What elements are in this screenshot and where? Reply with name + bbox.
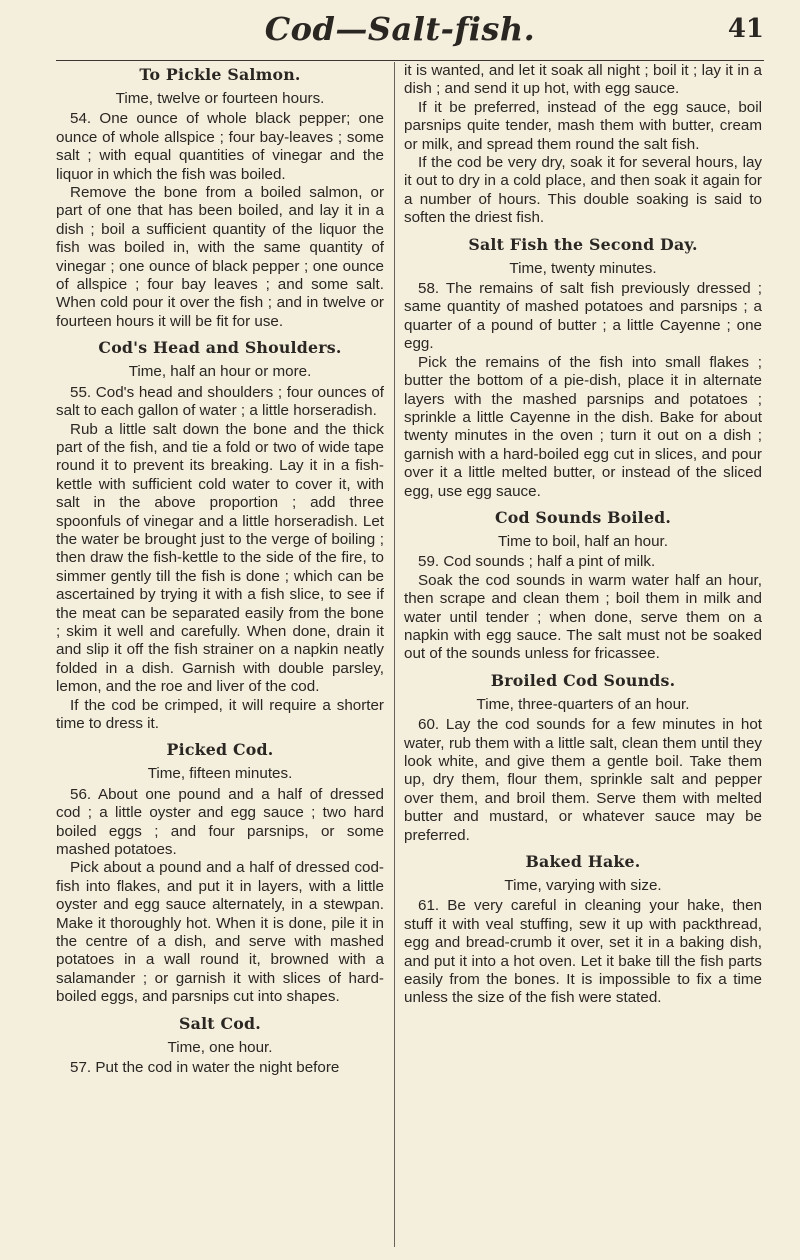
recipe-heading: Cod's Head and Shoulders. xyxy=(98,338,342,358)
recipe-heading: Cod Sounds Boiled. xyxy=(494,507,672,527)
recipe-time: Time, half an hour or more. xyxy=(128,363,312,381)
recipe-paragraph: 61. Be very careful in cleaning your hake, then stuff it with veal stuffing, sew it up with packthread, egg and bread-crumb it over, set it in a baking dish, and put it into a hot oven. Let it bake till the fish parts easily from the bones. It is impossible to fix a time unless the size of the fish were stated. xyxy=(404,897,762,1007)
recipe-heading: To Pickle Salmon. xyxy=(139,65,301,84)
left-column xyxy=(56,62,384,1078)
right-column xyxy=(404,62,762,1008)
recipe-heading: Picked Cod. xyxy=(166,740,274,760)
running-head-title: Cod—Salt-fish. xyxy=(264,10,536,48)
recipe-time: Time, varying with size. xyxy=(504,877,662,895)
recipe-paragraph: 60. Lay the cod sounds for a few minutes in hot water, rub them with a little salt, clean them until they look white, and give them a gentle boil. Take them up, dry them, flour them, sprinkle salt and pepper over them, and broil them. Serve them with melted butter and mustard, or whatever sauce may be preferred. xyxy=(404,716,762,844)
recipe-heading: Salt Fish the Second Day. xyxy=(468,234,698,254)
recipe-heading: Broiled Cod Sounds. xyxy=(490,670,676,690)
recipe-paragraph: 56. About one pound and a half of dressed cod ; a little oyster and egg sauce ; two hard boiled eggs ; and four parsnips, or some mashed potatoes. xyxy=(56,785,384,859)
column-divider xyxy=(394,62,395,1247)
recipe-paragraph: it is wanted, and let it soak all night ; boil it ; lay it in a dish ; and send it up hot, with egg sauce. xyxy=(404,62,762,98)
running-head xyxy=(0,4,800,56)
recipe-time: Time to boil, half an hour. xyxy=(498,532,668,550)
recipe-paragraph: Rub a little salt down the bone and the thick part of the fish, and tie a fold or two of wide tape round it to prevent its breaking. Lay it in a fish-kettle with sufficient cold water to cover it, with salt in the above proportion ; add three spoonfuls of vinegar and a little horseradish. Let the water be brought just to the verge of boiling ; then draw the fish-kettle to the side of the fire, to simmer gently till the fish is done ; which can be ascertained by trying it with a fish slice, to see if the meat can be separated easily from the bone ; skim it well and carefully. When done, drain it and slip it off the fish strainer on a napkin neatly folded in a dish. Garnish with double parsley, lemon, and the roe and liver of the cod. xyxy=(56,420,384,696)
recipe-time: Time, fifteen minutes. xyxy=(147,765,293,783)
recipe-heading: Baked Hake. xyxy=(525,852,641,872)
recipe-paragraph: Pick the remains of the fish into small flakes ; butter the bottom of a pie-dish, place it in alternate layers with the mashed parsnips and potatoes ; sprinkle a little Cayenne in the dish. Bake for about twenty minutes in the oven ; turn it out on a dish ; garnish with a hard-boiled egg cut in slices, and pour over it a little melted butter, or instead of the sliced egg, use egg sauce. xyxy=(404,353,762,500)
header-rule xyxy=(56,60,764,61)
recipe-paragraph: 59. Cod sounds ; half a pint of milk. xyxy=(418,553,656,571)
recipe-paragraph: Soak the cod sounds in warm water half an hour, then scrape and clean them ; boil them in milk and water until tender ; when done, serve them on a napkin with egg sauce. The salt must not be soaked out of the sounds unless for fricassee. xyxy=(404,571,762,663)
recipe-paragraph: If the cod be very dry, soak it for several hours, lay it out to dry in a cold place, and then soak it again for a number of hours. This double soaking is said to soften the driest fish. xyxy=(404,154,762,227)
recipe-paragraph: 57. Put the cod in water the night before xyxy=(70,1059,340,1077)
recipe-time: Time, three-quarters of an hour. xyxy=(476,695,690,713)
recipe-paragraph: 54. One ounce of whole black pepper; one ounce of whole allspice ; four bay-leaves ; some salt ; with equal quantities of vinegar and the liquor in which the fish was boiled. xyxy=(56,110,384,183)
recipe-time: Time, one hour. xyxy=(167,1038,273,1056)
recipe-paragraph: 55. Cod's head and shoulders ; four ounces of salt to each gallon of water ; a little horseradish. xyxy=(56,383,384,420)
recipe-heading: Salt Cod. xyxy=(179,1013,261,1033)
recipe-paragraph: Pick about a pound and a half of dressed cod-fish into flakes, and put it in layers, with a little oyster and egg sauce alternately, in a stewpan. Make it thoroughly hot. When it is done, pile it in the centre of a dish, and serve with mashed potatoes in a wall round it, browned with a salamander ; or garnish it with slices of hard-boiled eggs, and parsnips cut into shapes. xyxy=(56,859,384,1006)
recipe-paragraph: If the cod be crimped, it will require a shorter time to dress it. xyxy=(56,696,384,732)
page-number: 41 xyxy=(727,14,764,44)
recipe-time: Time, twenty minutes. xyxy=(509,259,657,277)
recipe-time: Time, twelve or fourteen hours. xyxy=(115,90,325,107)
recipe-paragraph: Remove the bone from a boiled salmon, or part of one that has been boiled, and lay it in a dish ; boil a sufficient quantity of the liquor the fish was boiled in, with the same quantity of vinegar ; one ounce of black pepper ; one ounce of allspice ; four bay leaves ; and some salt. When cold pour it over the fish ; and in twelve or fourteen hours it will be fit for use. xyxy=(56,184,384,330)
recipe-paragraph: If it be preferred, instead of the egg sauce, boil parsnips quite tender, mash them with butter, cream or milk, and spread them round the salt fish. xyxy=(404,98,762,153)
recipe-paragraph: 58. The remains of salt fish previously dressed ; same quantity of mashed potatoes and parsnips ; a quarter of a pound of butter ; a little Cayenne ; one egg. xyxy=(404,280,762,353)
